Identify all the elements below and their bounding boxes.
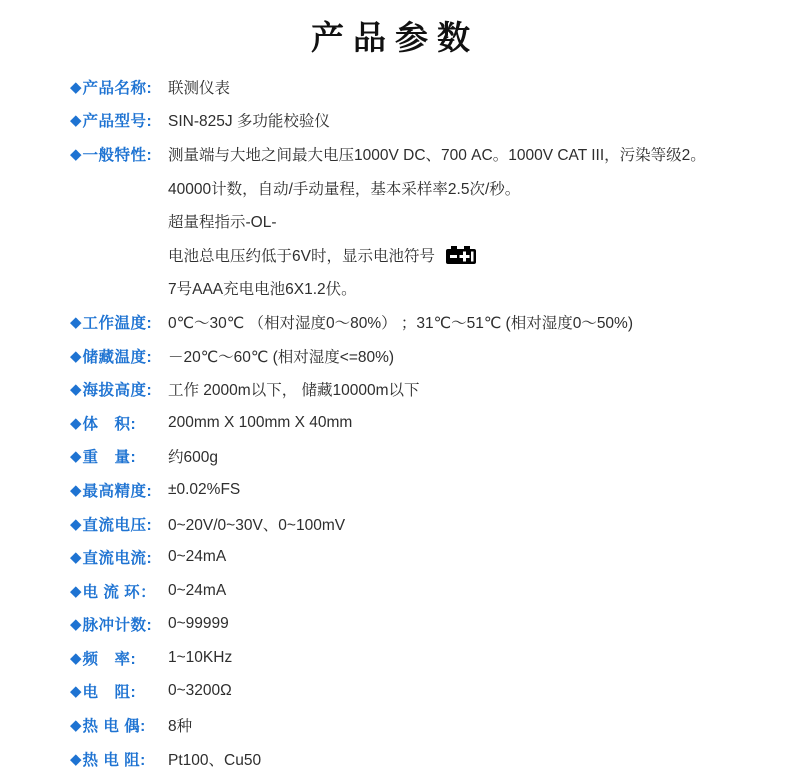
spec-label-text: 最高精度:	[82, 482, 153, 500]
diamond-icon: ◆	[70, 448, 82, 466]
spec-label-text: 直流电压:	[82, 516, 153, 534]
spec-label	[70, 613, 168, 635]
spec-value: 超量程指示-OL-	[168, 214, 277, 232]
spec-row-general-cont	[70, 204, 790, 238]
spec-label-text: 海拔高度:	[82, 382, 153, 400]
page-title: 产品参数	[311, 19, 479, 56]
spec-row-current-loop	[70, 574, 790, 608]
spec-value: 联测仪表	[168, 79, 231, 97]
spec-label	[70, 311, 168, 333]
spec-label	[70, 109, 168, 131]
spec-row-product-name	[70, 70, 790, 104]
diamond-icon: ◆	[70, 616, 82, 634]
spec-row-operating-temp	[70, 305, 790, 339]
spec-row-size	[70, 406, 790, 440]
spec-label	[70, 445, 168, 467]
spec-value: 1~10KHz	[168, 648, 233, 666]
spec-value: 40000计数，自动/手动量程，基本采样率2.5次/秒。	[168, 180, 521, 198]
spec-label-text: 一般特性:	[82, 146, 153, 164]
spec-row-dc-voltage	[70, 507, 790, 541]
spec-value: SIN-825J 多功能校验仪	[168, 113, 330, 131]
diamond-icon: ◆	[70, 582, 82, 600]
spec-label	[70, 345, 168, 367]
spec-label-text: 工作温度:	[82, 314, 153, 332]
spec-row-storage-temp	[70, 339, 790, 373]
spec-row-frequency	[70, 641, 790, 675]
diamond-icon: ◆	[70, 515, 82, 533]
diamond-icon: ◆	[70, 750, 82, 768]
spec-label-text: 热 电 阻:	[82, 751, 146, 769]
spec-row-altitude	[70, 372, 790, 406]
spec-row-product-model	[70, 104, 790, 138]
spec-row-general-battery	[70, 238, 790, 272]
spec-label-text: 重 量:	[82, 449, 137, 467]
spec-value: 0~20V/0~30V、0~100mV	[168, 516, 346, 534]
spec-label	[70, 680, 168, 702]
spec-value: 0℃～30℃ （相对湿度0～80%） ；31℃～51℃ (相对湿度0～50%)	[168, 314, 634, 332]
spec-label-text: 热 电 偶:	[82, 718, 146, 736]
diamond-icon: ◆	[70, 112, 82, 130]
spec-value: 0~3200Ω	[168, 682, 232, 700]
spec-row-rtd	[70, 742, 790, 776]
spec-row-dc-current	[70, 540, 790, 574]
spec-row-weight	[70, 440, 790, 474]
diamond-icon: ◆	[70, 683, 82, 701]
spec-list	[0, 70, 790, 775]
battery-icon	[446, 246, 477, 265]
spec-label	[70, 412, 168, 434]
spec-value: 7号AAA充电电池6X1.2伏。	[168, 281, 357, 299]
diamond-icon: ◆	[70, 414, 82, 432]
spec-label-text: 产品名称:	[82, 79, 153, 97]
diamond-icon: ◆	[70, 381, 82, 399]
spec-label-text: 电 流 环：	[82, 583, 157, 601]
spec-value: 0~24mA	[168, 548, 227, 566]
spec-label	[70, 647, 168, 669]
diamond-icon: ◆	[70, 78, 82, 96]
diamond-icon: ◆	[70, 649, 82, 667]
spec-value: 测量端与大地之间最大电压1000V DC、700 AC。1000V CAT III，污染等级2。	[168, 146, 706, 164]
spec-value: 0~24mA	[168, 581, 227, 599]
spec-value: 工作 2000m以下， 储藏10000m以下	[168, 382, 420, 400]
diamond-icon: ◆	[70, 145, 82, 163]
spec-row-accuracy	[70, 473, 790, 507]
spec-label-text: 储藏温度:	[82, 348, 153, 366]
spec-label-text: 体 积:	[82, 415, 137, 433]
spec-row-general-cont	[70, 272, 790, 306]
spec-row-pulse-count	[70, 608, 790, 642]
spec-label	[70, 378, 168, 400]
diamond-icon: ◆	[70, 549, 82, 567]
spec-value: 0~99999	[168, 615, 229, 633]
spec-label-text: 脉冲计数:	[82, 617, 153, 635]
spec-label-text: 频 率:	[82, 650, 137, 668]
spec-label	[70, 143, 168, 165]
diamond-icon: ◆	[70, 481, 82, 499]
spec-label	[70, 479, 168, 501]
spec-value: Pt100、Cu50	[168, 751, 262, 769]
spec-label	[70, 748, 168, 770]
spec-value: ±0.02%FS	[168, 480, 241, 498]
spec-label	[70, 513, 168, 535]
spec-value: 200mm X 100mm X 40mm	[168, 413, 353, 431]
spec-label	[70, 546, 168, 568]
battery-line-text: 电池总电压约低于6V时，显示电池符号	[168, 247, 435, 265]
spec-row-thermocouple	[70, 708, 790, 742]
spec-row-general	[70, 137, 790, 171]
diamond-icon: ◆	[70, 717, 82, 735]
diamond-icon: ◆	[70, 313, 82, 331]
spec-label-text: 产品型号:	[82, 113, 153, 131]
spec-label-text: 直流电流:	[82, 550, 153, 568]
spec-row-resistance	[70, 675, 790, 709]
spec-label	[70, 580, 168, 602]
spec-row-general-cont	[70, 171, 790, 205]
spec-value: －20℃～60℃ (相对湿度<=80%)	[168, 348, 395, 366]
spec-label	[70, 714, 168, 736]
spec-value: 约600g	[168, 449, 218, 467]
spec-value: 8种	[168, 718, 193, 736]
spec-value	[168, 244, 477, 266]
diamond-icon: ◆	[70, 347, 82, 365]
spec-label-text: 电 阻:	[82, 684, 137, 702]
spec-label	[70, 76, 168, 98]
